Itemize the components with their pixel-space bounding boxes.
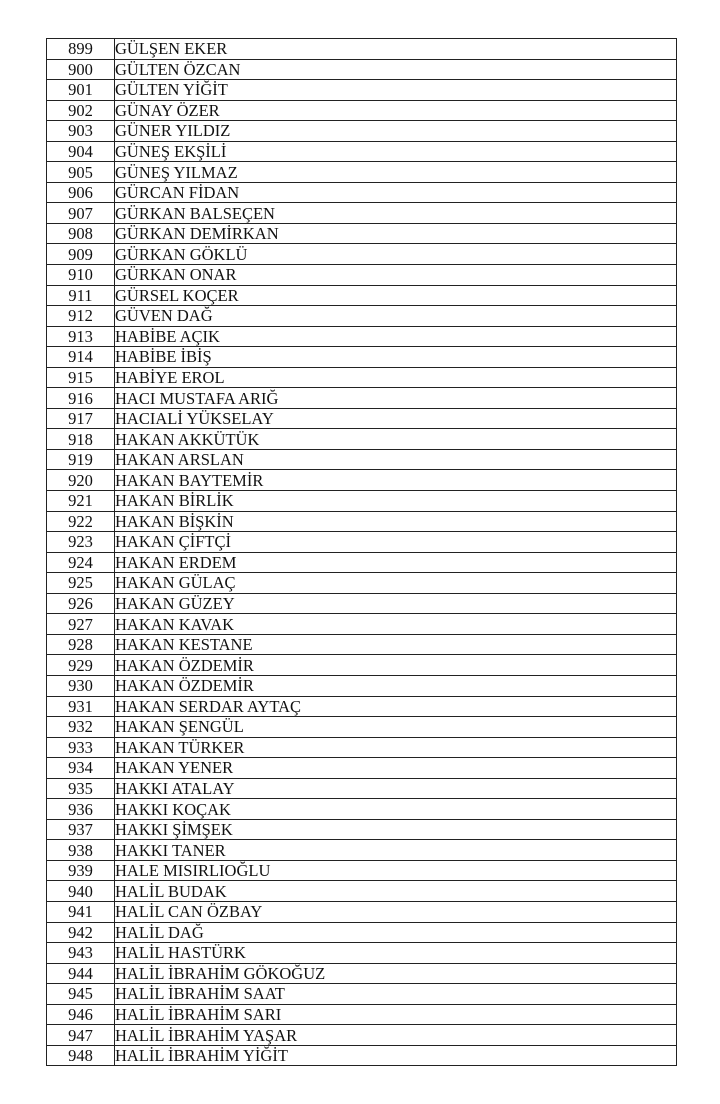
table-row bbox=[47, 59, 677, 80]
person-name: GÜLTEN ÖZCAN bbox=[115, 59, 677, 80]
row-number: 900 bbox=[47, 59, 115, 80]
person-name: HAKAN KAVAK bbox=[115, 614, 677, 635]
row-number: 915 bbox=[47, 367, 115, 388]
row-number: 948 bbox=[47, 1045, 115, 1066]
person-name: HAKAN TÜRKER bbox=[115, 737, 677, 758]
table-row bbox=[47, 717, 677, 738]
table-row bbox=[47, 429, 677, 450]
person-name: HAKKI KOÇAK bbox=[115, 799, 677, 820]
row-number: 941 bbox=[47, 901, 115, 922]
row-number: 933 bbox=[47, 737, 115, 758]
table-row bbox=[47, 634, 677, 655]
person-name: HAKAN ÇİFTÇİ bbox=[115, 532, 677, 553]
row-number: 927 bbox=[47, 614, 115, 635]
table-row bbox=[47, 778, 677, 799]
table-row bbox=[47, 141, 677, 162]
table-row bbox=[47, 696, 677, 717]
table-row bbox=[47, 244, 677, 265]
table-row bbox=[47, 881, 677, 902]
person-name: HALİL İBRAHİM SARI bbox=[115, 1004, 677, 1025]
person-name: HABİBE İBİŞ bbox=[115, 347, 677, 368]
person-name: GÜVEN DAĞ bbox=[115, 306, 677, 327]
row-number: 919 bbox=[47, 449, 115, 470]
row-number: 931 bbox=[47, 696, 115, 717]
table-row bbox=[47, 675, 677, 696]
row-number: 928 bbox=[47, 634, 115, 655]
person-name: HAKAN BİŞKİN bbox=[115, 511, 677, 532]
person-name: HAKKI TANER bbox=[115, 840, 677, 861]
table-row bbox=[47, 963, 677, 984]
table-row bbox=[47, 573, 677, 594]
row-number: 942 bbox=[47, 922, 115, 943]
table-row bbox=[47, 840, 677, 861]
table-row bbox=[47, 449, 677, 470]
table-row bbox=[47, 799, 677, 820]
person-name: GÜLTEN YİĞİT bbox=[115, 80, 677, 101]
person-name: HALİL İBRAHİM GÖKOĞUZ bbox=[115, 963, 677, 984]
person-name: HALİL İBRAHİM SAAT bbox=[115, 984, 677, 1005]
table-row bbox=[47, 326, 677, 347]
row-number: 936 bbox=[47, 799, 115, 820]
table-row bbox=[47, 367, 677, 388]
person-name: HALİL DAĞ bbox=[115, 922, 677, 943]
row-number: 946 bbox=[47, 1004, 115, 1025]
row-number: 929 bbox=[47, 655, 115, 676]
person-name: HALİL İBRAHİM YİĞİT bbox=[115, 1045, 677, 1066]
person-name: HAKAN KESTANE bbox=[115, 634, 677, 655]
row-number: 930 bbox=[47, 675, 115, 696]
table-row bbox=[47, 922, 677, 943]
table-row bbox=[47, 737, 677, 758]
row-number: 921 bbox=[47, 491, 115, 512]
table-row bbox=[47, 984, 677, 1005]
person-name: HAKAN ŞENGÜL bbox=[115, 717, 677, 738]
table-row bbox=[47, 285, 677, 306]
table-row bbox=[47, 203, 677, 224]
row-number: 924 bbox=[47, 552, 115, 573]
row-number: 907 bbox=[47, 203, 115, 224]
person-name: HAKAN ARSLAN bbox=[115, 449, 677, 470]
person-name: HALİL BUDAK bbox=[115, 881, 677, 902]
table-row bbox=[47, 758, 677, 779]
person-name: HAKAN AKKÜTÜK bbox=[115, 429, 677, 450]
document-page bbox=[46, 38, 677, 1066]
row-number: 932 bbox=[47, 717, 115, 738]
table-row bbox=[47, 552, 677, 573]
table-row bbox=[47, 614, 677, 635]
name-list-table bbox=[46, 38, 677, 1066]
table-row bbox=[47, 265, 677, 286]
row-number: 917 bbox=[47, 408, 115, 429]
table-row bbox=[47, 182, 677, 203]
table-row bbox=[47, 223, 677, 244]
row-number: 944 bbox=[47, 963, 115, 984]
person-name: HALİL HASTÜRK bbox=[115, 943, 677, 964]
table-row bbox=[47, 655, 677, 676]
row-number: 945 bbox=[47, 984, 115, 1005]
person-name: HALE MISIRLIOĞLU bbox=[115, 860, 677, 881]
person-name: HAKAN YENER bbox=[115, 758, 677, 779]
row-number: 934 bbox=[47, 758, 115, 779]
row-number: 903 bbox=[47, 121, 115, 142]
person-name: HALİL CAN ÖZBAY bbox=[115, 901, 677, 922]
person-name: HAKAN ERDEM bbox=[115, 552, 677, 573]
row-number: 914 bbox=[47, 347, 115, 368]
person-name: GÜRSEL KOÇER bbox=[115, 285, 677, 306]
table-row bbox=[47, 860, 677, 881]
table-row bbox=[47, 901, 677, 922]
table-row bbox=[47, 470, 677, 491]
person-name: HALİL İBRAHİM YAŞAR bbox=[115, 1025, 677, 1046]
row-number: 906 bbox=[47, 182, 115, 203]
row-number: 916 bbox=[47, 388, 115, 409]
row-number: 937 bbox=[47, 819, 115, 840]
row-number: 905 bbox=[47, 162, 115, 183]
person-name: HAKAN BAYTEMİR bbox=[115, 470, 677, 491]
table-row bbox=[47, 347, 677, 368]
person-name: GÜRKAN ONAR bbox=[115, 265, 677, 286]
person-name: HABİBE AÇIK bbox=[115, 326, 677, 347]
row-number: 947 bbox=[47, 1025, 115, 1046]
table-row bbox=[47, 491, 677, 512]
row-number: 938 bbox=[47, 840, 115, 861]
person-name: GÜNEŞ YILMAZ bbox=[115, 162, 677, 183]
person-name: HAKKI ŞİMŞEK bbox=[115, 819, 677, 840]
person-name: GÜRKAN DEMİRKAN bbox=[115, 223, 677, 244]
row-number: 901 bbox=[47, 80, 115, 101]
person-name: GÜNER YILDIZ bbox=[115, 121, 677, 142]
row-number: 909 bbox=[47, 244, 115, 265]
table-row bbox=[47, 80, 677, 101]
row-number: 939 bbox=[47, 860, 115, 881]
row-number: 902 bbox=[47, 100, 115, 121]
row-number: 920 bbox=[47, 470, 115, 491]
person-name: HAKAN GÜZEY bbox=[115, 593, 677, 614]
name-list-body bbox=[47, 39, 677, 1066]
person-name: HABİYE EROL bbox=[115, 367, 677, 388]
row-number: 904 bbox=[47, 141, 115, 162]
row-number: 940 bbox=[47, 881, 115, 902]
row-number: 922 bbox=[47, 511, 115, 532]
row-number: 913 bbox=[47, 326, 115, 347]
row-number: 911 bbox=[47, 285, 115, 306]
row-number: 899 bbox=[47, 39, 115, 60]
person-name: HAKAN SERDAR AYTAÇ bbox=[115, 696, 677, 717]
table-row bbox=[47, 121, 677, 142]
table-row bbox=[47, 388, 677, 409]
table-row bbox=[47, 39, 677, 60]
table-row bbox=[47, 511, 677, 532]
table-row bbox=[47, 162, 677, 183]
person-name: HAKAN GÜLAÇ bbox=[115, 573, 677, 594]
row-number: 925 bbox=[47, 573, 115, 594]
row-number: 908 bbox=[47, 223, 115, 244]
table-row bbox=[47, 1025, 677, 1046]
person-name: HAKAN ÖZDEMİR bbox=[115, 675, 677, 696]
row-number: 912 bbox=[47, 306, 115, 327]
table-row bbox=[47, 1004, 677, 1025]
person-name: GÜRKAN GÖKLÜ bbox=[115, 244, 677, 265]
table-row bbox=[47, 408, 677, 429]
row-number: 923 bbox=[47, 532, 115, 553]
person-name: GÜRKAN BALSEÇEN bbox=[115, 203, 677, 224]
row-number: 918 bbox=[47, 429, 115, 450]
person-name: HAKAN ÖZDEMİR bbox=[115, 655, 677, 676]
table-row bbox=[47, 943, 677, 964]
row-number: 910 bbox=[47, 265, 115, 286]
row-number: 935 bbox=[47, 778, 115, 799]
person-name: HAKAN BİRLİK bbox=[115, 491, 677, 512]
table-row bbox=[47, 593, 677, 614]
table-row bbox=[47, 819, 677, 840]
person-name: HAKKI ATALAY bbox=[115, 778, 677, 799]
person-name: GÜNEŞ EKŞİLİ bbox=[115, 141, 677, 162]
table-row bbox=[47, 532, 677, 553]
person-name: GÜLŞEN EKER bbox=[115, 39, 677, 60]
person-name: HACIALİ YÜKSELAY bbox=[115, 408, 677, 429]
row-number: 943 bbox=[47, 943, 115, 964]
person-name: HACI MUSTAFA ARIĞ bbox=[115, 388, 677, 409]
table-row bbox=[47, 1045, 677, 1066]
table-row bbox=[47, 100, 677, 121]
table-row bbox=[47, 306, 677, 327]
person-name: GÜRCAN FİDAN bbox=[115, 182, 677, 203]
person-name: GÜNAY ÖZER bbox=[115, 100, 677, 121]
row-number: 926 bbox=[47, 593, 115, 614]
